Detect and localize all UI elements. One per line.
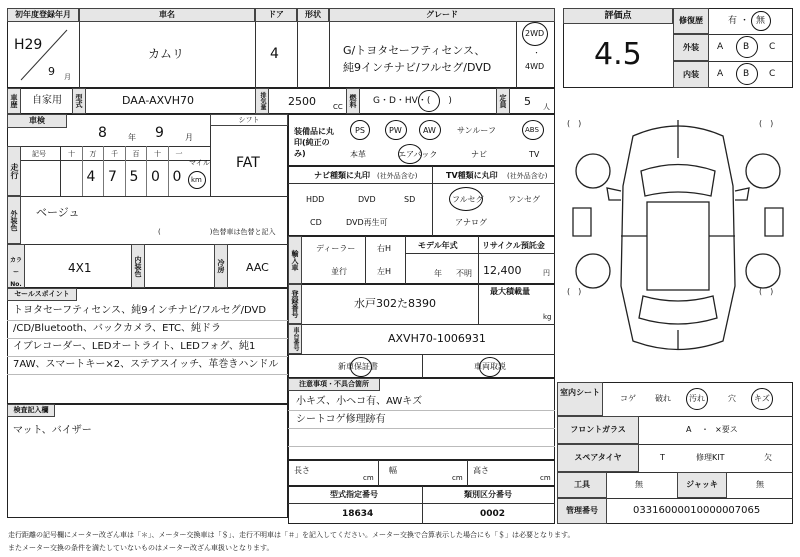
capacity-unit: 人	[543, 103, 550, 111]
inspection-header: 車検	[7, 114, 67, 128]
capacity-value: 5	[524, 95, 531, 108]
navi-hdd: HDD	[306, 195, 325, 204]
divider	[7, 244, 288, 245]
seat-scratch: キズ	[754, 394, 770, 403]
windshield	[641, 165, 715, 197]
mileage-col-header: 一	[175, 150, 183, 158]
divider	[709, 61, 793, 62]
score-header: 評価点	[563, 8, 673, 24]
model-year-unit: 年	[434, 269, 442, 278]
wheel-front-right	[746, 154, 780, 188]
divider	[467, 460, 468, 486]
mileage-digit: 0	[151, 169, 160, 185]
interior-b: B	[743, 69, 750, 79]
mileage-digit: 4	[86, 169, 96, 185]
recycle-label: リサイクル預託金	[482, 241, 545, 250]
car-diagram	[563, 96, 793, 376]
svg-text:( ): ( )	[567, 287, 582, 296]
import-left-h: 左H	[377, 267, 392, 276]
repair-yes: 有	[728, 16, 738, 26]
width-unit: cm	[452, 474, 463, 482]
svg-text:( ): ( )	[759, 119, 774, 128]
exterior-header: 外装	[673, 34, 709, 61]
interior-header: 内装	[673, 61, 709, 88]
mileage-col-header: 万	[89, 150, 97, 158]
shape-header: 形状	[297, 8, 329, 22]
length-unit: cm	[363, 474, 374, 482]
equip-sunroof: サンルーフ	[457, 126, 496, 135]
first-reg-month: 9	[48, 65, 55, 78]
displacement-value: 2500	[288, 95, 316, 108]
equipment-label: 装備品に丸印(純正のみ)	[294, 127, 334, 158]
color-no-value: 4X1	[68, 261, 92, 275]
spare-t: T	[660, 453, 665, 462]
selling-line-4: 7AW、スマートキー×2、ステアスイッチ、革巻きハンドル	[13, 359, 279, 370]
navi-dvd: DVD	[358, 195, 376, 204]
divider	[7, 146, 210, 147]
use-header: 車歴	[7, 88, 21, 114]
inspector-text: マット、バイザー	[13, 425, 92, 436]
divider	[422, 486, 423, 524]
inspection-month: 9	[155, 125, 164, 141]
spare-none: 欠	[764, 453, 772, 462]
footer-line-2: またメーター交換の条件を満たしていないものはメーター改ざん車扱いとなります。	[8, 544, 274, 552]
divider	[7, 374, 288, 375]
spec-row	[7, 88, 555, 114]
mileage-col-divider	[146, 146, 147, 196]
recycle-value: 12,400	[483, 264, 522, 277]
wheel-rear-left	[576, 254, 610, 288]
divider	[288, 410, 555, 411]
exterior-c: C	[769, 42, 776, 52]
shift-header: シフト	[210, 114, 288, 126]
inspection-year: 8	[98, 125, 107, 141]
tv-fullseg: フルセグ	[452, 195, 484, 204]
navi-cd: CD	[310, 218, 322, 227]
width-label: 幅	[389, 466, 397, 475]
spare-header: スペアタイヤ	[557, 444, 639, 472]
class-no-value: 0002	[480, 509, 506, 519]
color-no-header: カラーNo.	[7, 244, 25, 288]
chassis-header: 車台番号	[288, 324, 302, 354]
notes-line-2: シートコゲ修理跡有	[296, 414, 386, 425]
grade-text: G/トヨタセーフティセンス、純9インチナビ/フルセグ/DVD	[343, 44, 492, 74]
first-reg-era: H29	[14, 37, 43, 53]
mileage-col-divider	[168, 146, 169, 196]
mileage-col-header: 百	[132, 150, 140, 158]
divider	[288, 183, 555, 184]
divider	[288, 324, 555, 325]
model-year-label: モデル年式	[418, 241, 458, 250]
chassis-value: AXVH70-1006931	[388, 332, 486, 345]
tv-analog: アナログ	[455, 218, 487, 227]
fuel-header: 燃料	[346, 88, 360, 114]
spare-kit: 修理KIT	[696, 453, 725, 462]
tv-type-label: TV種類に丸印	[446, 171, 498, 180]
mileage-col-header: 十	[68, 150, 75, 158]
divider	[378, 460, 379, 486]
length-label: 長さ	[294, 466, 310, 475]
import-dealer: ディーラー	[316, 244, 356, 253]
seat-dirt: 汚れ	[689, 394, 705, 403]
mileage-sym-label: 記号	[32, 150, 46, 158]
divider	[478, 284, 479, 324]
equip-airbag: エアバック	[398, 150, 438, 159]
divider	[405, 253, 555, 254]
inspector-header: 検査記入欄	[7, 404, 55, 417]
navi-type-label: ナビ種類に丸印	[314, 171, 370, 180]
jack-value: 無	[756, 480, 764, 489]
divider	[297, 22, 298, 88]
mile-label: マイル	[189, 159, 210, 167]
color-note: ( )色替車は色替と記入	[158, 228, 276, 236]
ac-header: 冷房	[214, 244, 228, 288]
selling-line-2: /CD/Bluetooth、バックカメラ、ETC、純ドラ	[13, 323, 221, 334]
equip-abs: ABS	[525, 126, 539, 134]
side-left	[573, 208, 591, 236]
seat-hole: 穴	[728, 394, 736, 403]
mgmt-value: 03316000010000007065	[633, 505, 761, 516]
max-load-unit: kg	[543, 313, 552, 321]
divider	[288, 503, 555, 504]
equip-tv: TV	[529, 150, 540, 159]
color-header: 外装色	[7, 196, 21, 244]
equip-pw: PW	[389, 126, 402, 135]
divider	[79, 22, 80, 88]
wheel-rear-right	[746, 254, 780, 288]
mirror-right	[735, 188, 749, 200]
drive-2wd: 2WD	[525, 29, 545, 38]
wheel-front-left	[576, 154, 610, 188]
notes-header: 注意事項・不具合箇所	[288, 378, 380, 391]
car-name-header: 車名	[79, 8, 255, 22]
divider	[329, 22, 330, 88]
mileage-digit: 5	[129, 169, 139, 185]
import-parallel: 並行	[331, 267, 347, 276]
divider	[405, 236, 406, 284]
mileage-col-divider	[82, 146, 83, 196]
max-load-label: 最大積載量	[490, 287, 530, 296]
recycle-unit: 円	[543, 269, 550, 277]
divider	[432, 166, 433, 236]
model-year-unknown: 不明	[456, 269, 472, 278]
divider	[7, 356, 288, 357]
footer-line-1: 走行距離の記号欄にメーター改ざん車は「＊」、メーター交換車は「＄」、走行不明車は「＃」を記入してください。メーター交換で合算表示した場合にも「＄」は必要となります。	[8, 531, 575, 539]
glass-sep: ・	[701, 425, 709, 434]
jack-header: ジャッキ	[677, 472, 727, 498]
height-label: 高さ	[473, 466, 489, 475]
km-label: km	[191, 176, 202, 184]
score-value: 4.5	[594, 37, 642, 72]
import-right-h: 右H	[377, 244, 392, 253]
seat-koge: コゲ	[620, 394, 636, 403]
fuel-options: G・D・HV・( )	[373, 96, 452, 106]
use-value: 自家用	[32, 95, 62, 106]
new-car-warranty: 新車保証書	[338, 362, 378, 371]
import-header: 輸入車	[288, 236, 302, 284]
fuel-circle	[418, 90, 440, 112]
svg-text:( ): ( )	[759, 287, 774, 296]
mileage-col-header: 十	[154, 150, 161, 158]
svg-text:( ): ( )	[567, 119, 582, 128]
mgmt-header: 管理番号	[557, 498, 607, 524]
plate-header: 登録番号	[288, 284, 302, 324]
equip-leather: 本革	[350, 150, 366, 159]
capacity-header: 定員	[496, 88, 510, 114]
tv-type-note: (社外品含む)	[507, 172, 548, 180]
mileage-digit: 0	[172, 169, 182, 185]
first-reg-header: 初年度登録年月	[7, 8, 79, 22]
grade-header: グレード	[329, 8, 555, 22]
car-name: カムリ	[148, 47, 185, 61]
interior-color-header: 内装色	[131, 244, 145, 288]
plate-value: 水戸302た8390	[354, 297, 436, 310]
equip-aw: AW	[423, 126, 436, 135]
divider	[7, 320, 288, 321]
tools-value: 無	[635, 480, 643, 489]
mileage-col-header: 千	[111, 150, 118, 158]
car-body-outline	[621, 126, 735, 350]
divider	[288, 428, 555, 429]
mileage-header: 走行	[7, 146, 21, 196]
divider	[365, 236, 366, 284]
notes-line-1: 小キズ、小ヘコ有、AWキズ	[296, 396, 423, 407]
inspection-month-unit: 月	[185, 133, 193, 142]
divider	[255, 22, 256, 88]
divider	[422, 354, 423, 378]
navi-type-note: (社外品含む)	[377, 172, 418, 180]
selling-line-1: トヨタセーフティセンス、純9インチナビ/フルセグ/DVD	[13, 305, 267, 316]
drive-4wd: 4WD	[525, 62, 545, 71]
dimensions-box	[288, 460, 555, 486]
displacement-header: 排気量	[255, 88, 269, 114]
vehicle-manual: 車両取説	[474, 362, 506, 371]
repair-no: 無	[756, 16, 766, 26]
mileage-col-divider	[125, 146, 126, 196]
shift-value: FAT	[236, 155, 260, 171]
divider	[478, 236, 479, 284]
tools-header: 工具	[557, 472, 607, 498]
mirror-left	[607, 188, 621, 200]
divider	[709, 34, 793, 35]
divider	[7, 338, 288, 339]
repair-dot: ・	[740, 16, 750, 26]
ac-value: AAC	[246, 261, 269, 274]
first-reg-month-unit: 月	[64, 73, 71, 81]
roof	[647, 202, 709, 290]
type-no-label: 型式指定番号	[330, 490, 378, 499]
inspection-year-unit: 年	[128, 133, 136, 142]
navi-dvd-playable: DVD再生可	[346, 218, 388, 227]
tv-oneseg: ワンセグ	[508, 195, 540, 204]
door-count: 4	[270, 46, 279, 62]
divider	[288, 446, 555, 447]
exterior-b: B	[743, 42, 750, 52]
divider	[7, 196, 288, 197]
interior-c: C	[769, 69, 776, 79]
repair-header: 修復歴	[673, 8, 709, 34]
equip-navi: ナビ	[471, 150, 487, 159]
rear-window	[639, 296, 717, 324]
seat-header: 室内シート	[557, 382, 603, 416]
selling-points-header: セールスポイント	[7, 288, 77, 301]
selling-line-3: イブレコーダー、LEDオートライト、LEDフォグ、純1	[13, 341, 256, 352]
interior-a: A	[717, 69, 724, 79]
inspector-box	[7, 404, 288, 518]
height-unit: cm	[540, 474, 551, 482]
divider	[60, 146, 61, 196]
type-no-value: 18634	[342, 509, 374, 519]
navi-sd: SD	[404, 195, 416, 204]
displacement-unit: CC	[333, 103, 343, 111]
seat-yabure: 破れ	[655, 394, 671, 403]
color-value: ベージュ	[36, 206, 80, 219]
divider	[210, 114, 211, 196]
model-value: DAA-AXVH70	[122, 94, 194, 107]
divider	[21, 160, 210, 161]
door-header: ドア	[255, 8, 297, 22]
mileage-col-divider	[103, 146, 104, 196]
side-right	[765, 208, 783, 236]
divider	[516, 22, 517, 88]
equip-ps: PS	[355, 126, 365, 135]
glass-replace: ×要ス	[715, 425, 738, 434]
mileage-digit: 7	[108, 169, 117, 185]
model-header: 型式	[72, 88, 86, 114]
exterior-a: A	[717, 42, 724, 52]
glass-a: A	[686, 425, 692, 434]
drive-dot: ・	[533, 49, 540, 57]
class-no-label: 類別区分番号	[464, 490, 512, 499]
glass-header: フロントガラス	[557, 416, 639, 444]
